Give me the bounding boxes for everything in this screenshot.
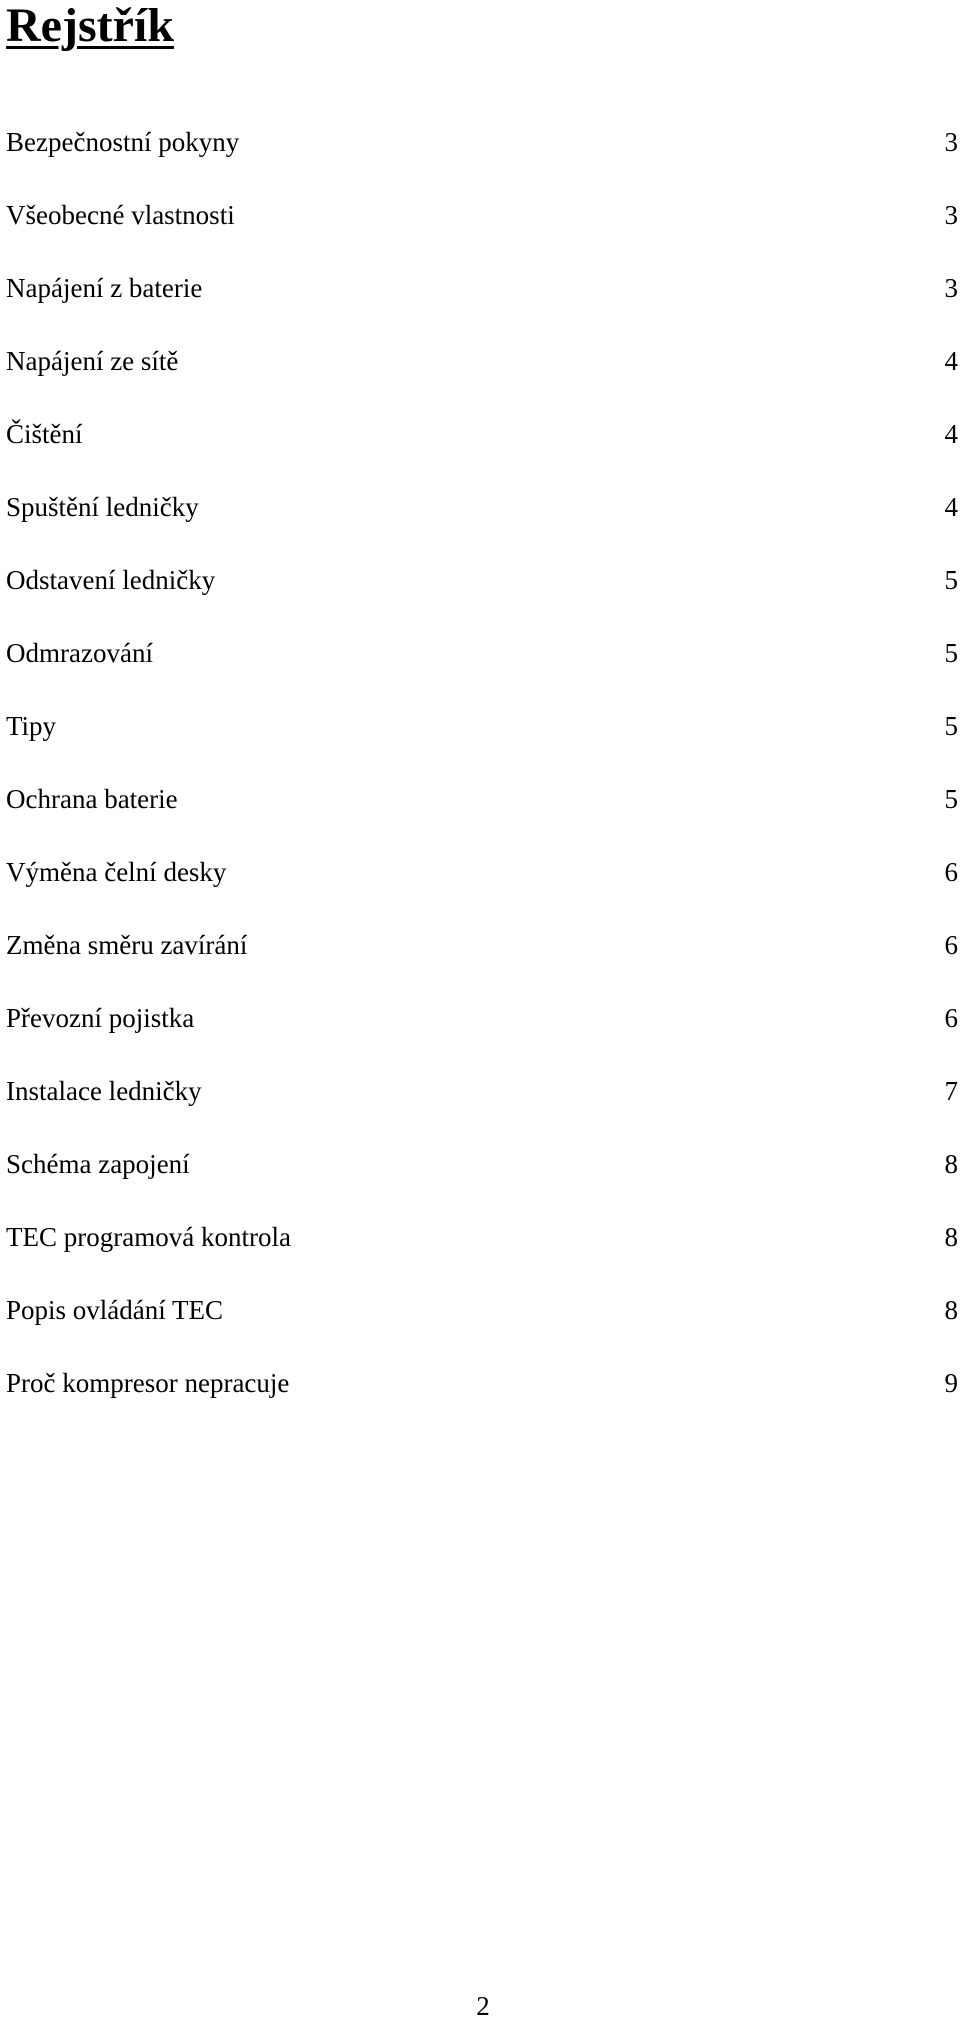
toc-entry-label: Schéma zapojení [6,1149,190,1179]
toc-entry-label: Instalace ledničky [6,1076,202,1106]
toc-entry [6,1000,960,1073]
toc-entry-label: Převozní pojistka [6,1003,195,1033]
toc-entry-page: 9 [944,1368,958,1398]
toc-entry-label: Výměna čelní desky [6,857,227,887]
toc-entry-label: Bezpečnostní pokyny [6,127,240,157]
toc-entry-page: 3 [944,127,958,157]
toc-entry [6,124,960,197]
toc-entry-label: Tipy [6,711,57,741]
toc-entry-label: Proč kompresor nepracuje [6,1368,290,1398]
toc-entry-page: 3 [944,273,958,303]
toc-entry [6,562,960,635]
toc-entry-page: 8 [944,1149,958,1179]
toc-entry [6,781,960,854]
toc-entry-page: 5 [944,784,958,814]
toc-entry-label: Napájení ze sítě [6,346,179,376]
toc-entry-label: Všeobecné vlastnosti [6,200,235,230]
toc-entry [6,927,960,1000]
toc-entry [6,1073,960,1146]
toc-entry-label: Odmrazování [6,638,153,668]
toc-entry [6,270,960,343]
toc-entry-page: 4 [944,346,958,376]
toc-entry [6,343,960,416]
toc-entry-page: 5 [944,638,958,668]
toc-entry-label: Spuštění ledničky [6,492,199,522]
toc-entry [6,854,960,927]
page-number: 2 [476,1991,490,2021]
toc-entry-page: 6 [944,857,958,887]
toc-entry-page: 8 [944,1295,958,1325]
toc-entry-page: 7 [944,1076,958,1106]
toc-entry-page: 6 [944,1003,958,1033]
toc-entry-page: 3 [944,200,958,230]
toc-entry-label: TEC programová kontrola [6,1222,291,1252]
toc-entry [6,416,960,489]
toc-entry-label: Napájení z baterie [6,273,203,303]
toc-entry-label: Odstavení ledničky [6,565,216,595]
toc-entry [6,708,960,781]
toc-entry-label: Ochrana baterie [6,784,178,814]
toc-entry-label: Změna směru zavírání [6,930,248,960]
toc-entry-label: Čištění [6,419,83,449]
toc-entry [6,1219,960,1292]
toc-entry-page: 5 [944,711,958,741]
toc-entry-page: 8 [944,1222,958,1252]
toc-entry-page: 5 [944,565,958,595]
toc-entry [6,1146,960,1219]
toc-entry [6,1365,960,1438]
toc-entry [6,635,960,708]
toc-entry [6,1292,960,1365]
toc-entry-page: 4 [944,492,958,522]
toc-entry-page: 6 [944,930,958,960]
toc-entry-label: Popis ovládání TEC [6,1295,224,1325]
toc-entry [6,489,960,562]
toc-entry-page: 4 [944,419,958,449]
page-title: Rejstřík [6,0,174,52]
toc-entry [6,197,960,270]
table-of-contents [6,124,960,1438]
